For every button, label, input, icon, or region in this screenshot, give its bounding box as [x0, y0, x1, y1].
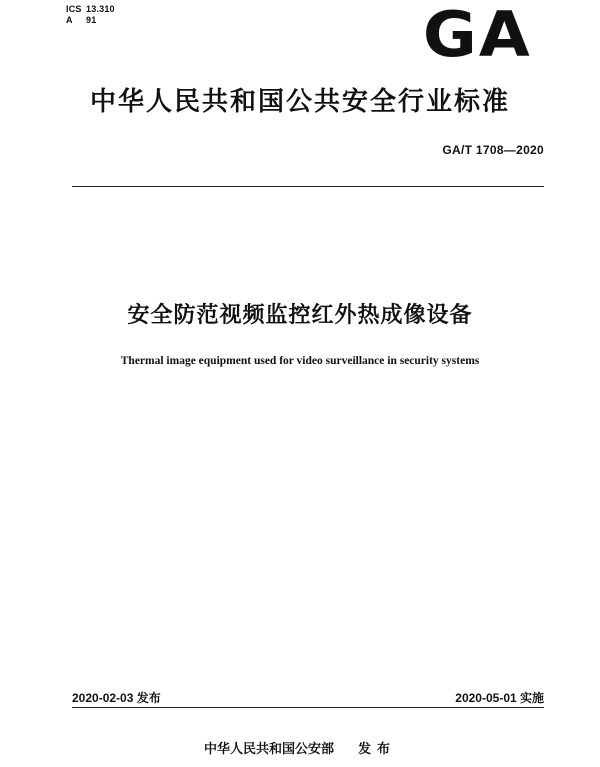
ics-code: 13.310 [86, 4, 115, 14]
ga-logo: GA [422, 0, 532, 71]
document-title-english: Thermal image equipment used for video surveillance in security systems [120, 355, 480, 367]
standard-number: GA/T 1708—2020 [442, 143, 544, 157]
issue-date: 2020-02-03 发布 [72, 691, 161, 705]
effective-date: 2020-05-01 实施 [455, 691, 544, 705]
ccs-label: A [66, 15, 73, 25]
ccs-line [66, 15, 115, 26]
ccs-code: 91 [86, 15, 97, 25]
issuer-name: 中华人民共和国公安部 [203, 742, 334, 757]
standard-category: 中华人民共和国公共安全行业标准 [89, 87, 510, 117]
issue-verb: 发布 [358, 742, 397, 757]
document-title-chinese: 安全防范视频监控红外热成像设备 [127, 303, 473, 328]
bottom-divider [72, 707, 544, 708]
publisher-line [0, 738, 600, 757]
ics-label: ICS [66, 4, 82, 14]
top-divider [72, 186, 544, 187]
ics-line [66, 4, 115, 15]
classification-codes [66, 4, 115, 26]
